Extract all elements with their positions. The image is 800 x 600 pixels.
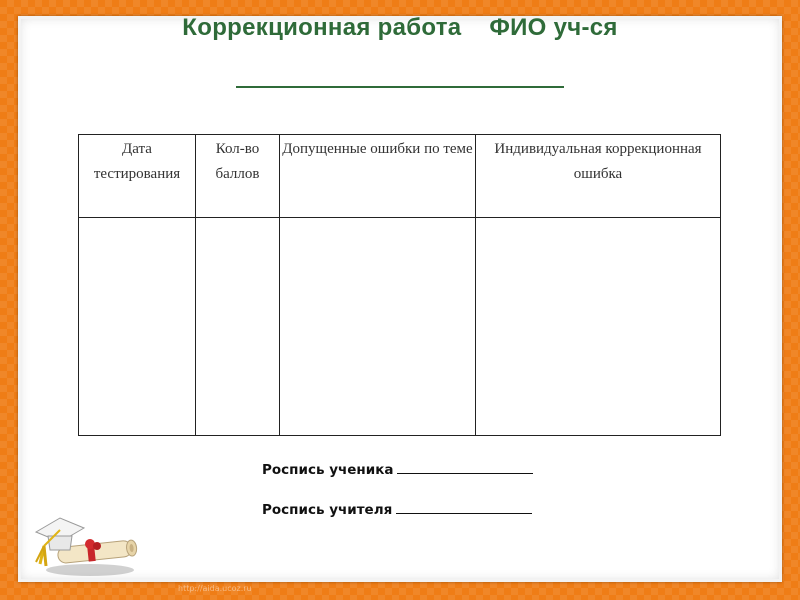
header-score: Кол-во баллов — [196, 135, 280, 218]
header-test-date: Дата тестирования — [79, 135, 196, 218]
cell-test-date[interactable] — [79, 218, 196, 436]
student-signature-label: Роспись ученика — [262, 462, 394, 478]
cell-score[interactable] — [196, 218, 280, 436]
correction-table — [78, 134, 721, 436]
cell-errors[interactable] — [280, 218, 476, 436]
table-row — [79, 218, 721, 436]
header-individual-correction: Индивидуальная коррекционная ошибка — [476, 135, 721, 218]
header-errors: Допущенные ошибки по теме — [280, 135, 476, 218]
name-underline — [236, 86, 564, 88]
teacher-signature — [262, 501, 532, 518]
watermark: http://aida.ucoz.ru — [178, 584, 252, 593]
table-header-row — [79, 135, 721, 218]
diploma-graduation-cap-icon — [30, 512, 142, 580]
teacher-signature-line[interactable] — [396, 501, 532, 514]
teacher-signature-label: Роспись учителя — [262, 502, 393, 518]
cell-individual-correction[interactable] — [476, 218, 721, 436]
page-title: Коррекционная работа ФИО уч-ся — [182, 14, 618, 41]
student-signature-line[interactable] — [397, 461, 533, 474]
student-signature — [262, 461, 533, 478]
